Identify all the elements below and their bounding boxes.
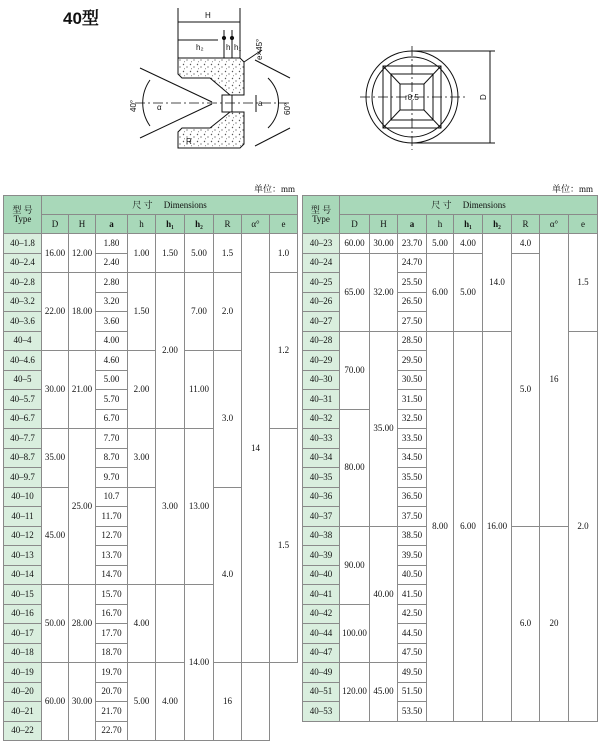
cell-a: 13.70 (96, 546, 128, 566)
type-cell: 40–37 (303, 507, 340, 527)
cell-a: 53.50 (398, 702, 427, 722)
cell-a: 11.70 (96, 507, 128, 527)
cell-e: 2.0 (569, 331, 598, 721)
col-R: R (512, 215, 540, 234)
cell-a: 15.70 (96, 585, 128, 605)
cell-e (242, 663, 270, 741)
cell-h2: 14.00 (185, 585, 214, 741)
type-header (303, 196, 340, 234)
type-cell: 40–29 (303, 351, 340, 371)
type-cell: 40–49 (303, 663, 340, 683)
cell-h1: 1.50 (156, 234, 185, 273)
type-cell: 40–26 (303, 292, 340, 312)
type-cell: 40–14 (4, 565, 42, 585)
col-e: e (270, 215, 298, 234)
cell-h2: 5.00 (185, 234, 214, 273)
col-D: D (42, 215, 69, 234)
dim-header-cn: 尺 寸 (132, 199, 153, 210)
type-header-en: Type (13, 213, 32, 224)
col-a: a (398, 215, 427, 234)
cell-a: 4.00 (96, 331, 128, 351)
cell-D: 80.00 (340, 409, 370, 526)
cross-section-drawing (135, 8, 290, 148)
col-H: H (370, 215, 398, 234)
col-h: h (128, 215, 156, 234)
type-cell: 40–5 (4, 370, 42, 390)
cell-a: 8.70 (96, 448, 128, 468)
cell-D: 45.00 (42, 487, 69, 585)
cell-D: 35.00 (42, 429, 69, 488)
type-cell: 40–3.2 (4, 292, 42, 312)
col-D: D (340, 215, 370, 234)
cell-a: 6.70 (96, 409, 128, 429)
type-cell: 40–30 (303, 370, 340, 390)
cell-h1: 4.00 (454, 234, 483, 254)
cell-R: 1.5 (214, 234, 242, 273)
cell-a: 24.70 (398, 253, 427, 273)
cell-a: 34.50 (398, 448, 427, 468)
drawing-label-60deg: 60° (283, 102, 292, 115)
cell-h2: 11.00 (185, 351, 214, 429)
type-cell: 40–4.6 (4, 351, 42, 371)
cell-H: 30.00 (370, 234, 398, 254)
type-cell: 40–27 (303, 312, 340, 332)
cell-a: 22.70 (96, 721, 128, 741)
cell-h1: 4.00 (156, 663, 185, 741)
cell-H: 21.00 (69, 351, 96, 429)
type-cell: 40–39 (303, 546, 340, 566)
cell-D: 60.00 (42, 663, 69, 741)
drawing-label-alpha: α (157, 103, 162, 112)
type-cell: 40–35 (303, 468, 340, 488)
type-cell: 40–53 (303, 702, 340, 722)
cell-a: 33.50 (398, 429, 427, 449)
cell-h: 2.00 (128, 351, 156, 429)
col-H: H (69, 215, 96, 234)
drawing-label-R: R (186, 137, 192, 146)
cell-D: 16.00 (42, 234, 69, 273)
cell-a: 12.70 (96, 526, 128, 546)
cell-a: 1.80 (96, 234, 128, 254)
type-cell: 40–6.7 (4, 409, 42, 429)
type-cell: 40–23 (303, 234, 340, 254)
type-cell: 40–33 (303, 429, 340, 449)
type-cell: 40–36 (303, 487, 340, 507)
technical-drawings (0, 0, 600, 180)
cell-a: 44.50 (398, 624, 427, 644)
type-cell: 40–1.8 (4, 234, 42, 254)
col-h: h (427, 215, 454, 234)
cell-a: 47.50 (398, 643, 427, 663)
cell-D: 50.00 (42, 585, 69, 663)
cell-D: 60.00 (340, 234, 370, 254)
front-view-labels (405, 93, 488, 102)
cell-alpha: 20 (540, 526, 569, 721)
cell-h2: 7.00 (185, 273, 214, 351)
type-cell: 40–2.4 (4, 253, 42, 273)
cell-h2: 16.00 (483, 331, 512, 721)
spec-table-left (3, 195, 298, 741)
cell-a: 2.80 (96, 273, 128, 293)
type-cell: 40–20 (4, 682, 42, 702)
cell-alpha: 14 (242, 234, 270, 663)
type-cell: 40–9.7 (4, 468, 42, 488)
type-cell: 40–41 (303, 585, 340, 605)
table-row (303, 234, 598, 254)
col-h2: h₂ (483, 215, 512, 234)
col-h1: h₁ (454, 215, 483, 234)
cell-h: 3.00 (128, 429, 156, 488)
cell-h2: 13.00 (185, 429, 214, 585)
type-cell: 40–22 (4, 721, 42, 741)
type-cell: 40–44 (303, 624, 340, 644)
cell-R: 4.0 (512, 234, 540, 254)
cell-D: 65.00 (340, 253, 370, 331)
type-cell: 40–25 (303, 273, 340, 293)
type-cell: 40–31 (303, 390, 340, 410)
cell-h1: 6.00 (454, 331, 483, 721)
cell-R: 5.0 (512, 253, 540, 526)
cell-a: 26.50 (398, 292, 427, 312)
cell-a: 28.50 (398, 331, 427, 351)
unit-label-right: 单位：mm (552, 184, 594, 194)
type-cell: 40–18 (4, 643, 42, 663)
cell-a: 23.70 (398, 234, 427, 254)
cell-D: 100.00 (340, 604, 370, 663)
col-a: a (96, 215, 128, 234)
cell-a: 5.70 (96, 390, 128, 410)
cell-h: 8.00 (427, 331, 454, 721)
cell-h: 6.00 (427, 253, 454, 331)
type-cell: 40–16 (4, 604, 42, 624)
front-view-drawing (360, 46, 495, 150)
cell-a: 42.50 (398, 604, 427, 624)
type-cell: 40–21 (4, 702, 42, 722)
cell-a: 7.70 (96, 429, 128, 449)
cell-a: 39.50 (398, 546, 427, 566)
type-cell: 40–7.7 (4, 429, 42, 449)
cell-a: 25.50 (398, 273, 427, 293)
cell-a: 41.50 (398, 585, 427, 605)
dim-header-en: Dimensions (163, 199, 207, 210)
cell-a: 9.70 (96, 468, 128, 488)
drawing-label-r05: r0.5 (405, 93, 419, 102)
cell-a: 51.50 (398, 682, 427, 702)
cell-a: 3.20 (96, 292, 128, 312)
type-cell: 40–28 (303, 331, 340, 351)
type-cell: 40–3.6 (4, 312, 42, 332)
cell-a: 32.50 (398, 409, 427, 429)
cell-h1: 2.00 (156, 273, 185, 429)
cell-H: 18.00 (69, 273, 96, 351)
cell-D: 120.00 (340, 663, 370, 722)
cell-H: 45.00 (370, 663, 398, 722)
cell-h: 5.00 (427, 234, 454, 254)
cell-a: 35.50 (398, 468, 427, 488)
cell-a: 3.60 (96, 312, 128, 332)
cell-a: 14.70 (96, 565, 128, 585)
cell-alpha: 16 (540, 234, 569, 527)
cell-a: 16.70 (96, 604, 128, 624)
cell-H: 30.00 (69, 663, 96, 741)
cell-D: 70.00 (340, 331, 370, 409)
cell-a: 17.70 (96, 624, 128, 644)
cell-D: 22.00 (42, 273, 69, 351)
dimensions-header (340, 196, 598, 215)
cell-R: 3.0 (214, 351, 242, 488)
col-R: R (214, 215, 242, 234)
cell-a: 40.50 (398, 565, 427, 585)
type-cell: 40–11 (4, 507, 42, 527)
col-alpha: α° (242, 215, 270, 234)
drawing-label-40deg: 40° (129, 99, 138, 112)
type-cell: 40–15 (4, 585, 42, 605)
type-cell: 40–10 (4, 487, 42, 507)
drawing-label-h: h (226, 43, 231, 52)
cell-h1: 5.00 (454, 253, 483, 331)
type-cell: 40–17 (4, 624, 42, 644)
drawing-label-H: H (205, 11, 211, 20)
col-alpha: α° (540, 215, 569, 234)
cell-e: 1.5 (270, 429, 298, 663)
type-cell: 40–32 (303, 409, 340, 429)
col-h2: h₂ (185, 215, 214, 234)
type-header-en: Type (312, 213, 330, 224)
drawing-label-a: a (258, 99, 263, 108)
cell-h1 (156, 585, 185, 663)
type-cell: 40–5.7 (4, 390, 42, 410)
type-cell: 40–4 (4, 331, 42, 351)
type-cell: 40–34 (303, 448, 340, 468)
cell-a: 10.7 (96, 487, 128, 507)
col-e: e (569, 215, 598, 234)
cell-a: 49.50 (398, 663, 427, 683)
cell-D: 90.00 (340, 526, 370, 604)
dim-header-cn: 尺 寸 (431, 199, 452, 210)
cell-e: 1.5 (569, 234, 598, 332)
cell-a: 38.50 (398, 526, 427, 546)
cell-a: 18.70 (96, 643, 128, 663)
page-title: 40型 (63, 9, 99, 28)
type-cell: 40–40 (303, 565, 340, 585)
type-header (4, 196, 42, 234)
cell-h: 4.00 (128, 585, 156, 663)
cell-h: 1.00 (128, 234, 156, 273)
dim-header-en: Dimensions (462, 199, 506, 210)
cell-a: 20.70 (96, 682, 128, 702)
type-cell: 40–12 (4, 526, 42, 546)
spec-table-right (302, 195, 598, 722)
cell-R: 2.0 (214, 273, 242, 351)
cell-H: 12.00 (69, 234, 96, 273)
drawing-label-chamfer: e×45° (255, 38, 264, 60)
type-cell: 40–24 (303, 253, 340, 273)
type-cell: 40–19 (4, 663, 42, 683)
cell-D: 30.00 (42, 351, 69, 429)
type-cell: 40–13 (4, 546, 42, 566)
cell-H: 32.00 (370, 253, 398, 331)
dimensions-header (42, 196, 298, 215)
cell-h2: 14.0 (483, 234, 512, 332)
type-cell: 40–8.7 (4, 448, 42, 468)
type-cell: 40–47 (303, 643, 340, 663)
cell-a: 31.50 (398, 390, 427, 410)
type-cell: 40–51 (303, 682, 340, 702)
table-row (4, 663, 298, 683)
drawing-label-h2: h₂ (196, 43, 204, 52)
cell-h (128, 487, 156, 585)
cell-h1: 3.00 (156, 429, 185, 585)
cell-a: 2.40 (96, 253, 128, 273)
unit-label-left: 单位：mm (254, 184, 296, 194)
col-h1: h₁ (156, 215, 185, 234)
cell-h: 1.50 (128, 273, 156, 351)
type-cell: 40–2.8 (4, 273, 42, 293)
cell-a: 29.50 (398, 351, 427, 371)
cell-a: 21.70 (96, 702, 128, 722)
cell-a: 5.00 (96, 370, 128, 390)
cell-a: 36.50 (398, 487, 427, 507)
cell-R: 4.0 (214, 487, 242, 663)
cell-a: 27.50 (398, 312, 427, 332)
table-row (4, 234, 298, 254)
type-cell: 40–42 (303, 604, 340, 624)
cell-H: 35.00 (370, 331, 398, 526)
cell-e: 1.2 (270, 273, 298, 429)
cell-a: 37.50 (398, 507, 427, 527)
type-header-cn: 型 号 (310, 204, 332, 215)
type-cell: 40–38 (303, 526, 340, 546)
cell-H: 28.00 (69, 585, 96, 663)
drawing-label-h1: h₁ (234, 43, 242, 52)
cell-a: 4.60 (96, 351, 128, 371)
cell-alpha: 16 (214, 663, 242, 741)
cell-H: 25.00 (69, 429, 96, 585)
cell-a: 19.70 (96, 663, 128, 683)
cell-h: 5.00 (128, 663, 156, 741)
cell-a: 30.50 (398, 370, 427, 390)
cell-e: 1.0 (270, 234, 298, 273)
type-header-cn: 型 号 (12, 204, 33, 215)
cell-R: 6.0 (512, 526, 540, 721)
drawing-label-D: D (479, 94, 488, 100)
cell-H: 40.00 (370, 526, 398, 663)
